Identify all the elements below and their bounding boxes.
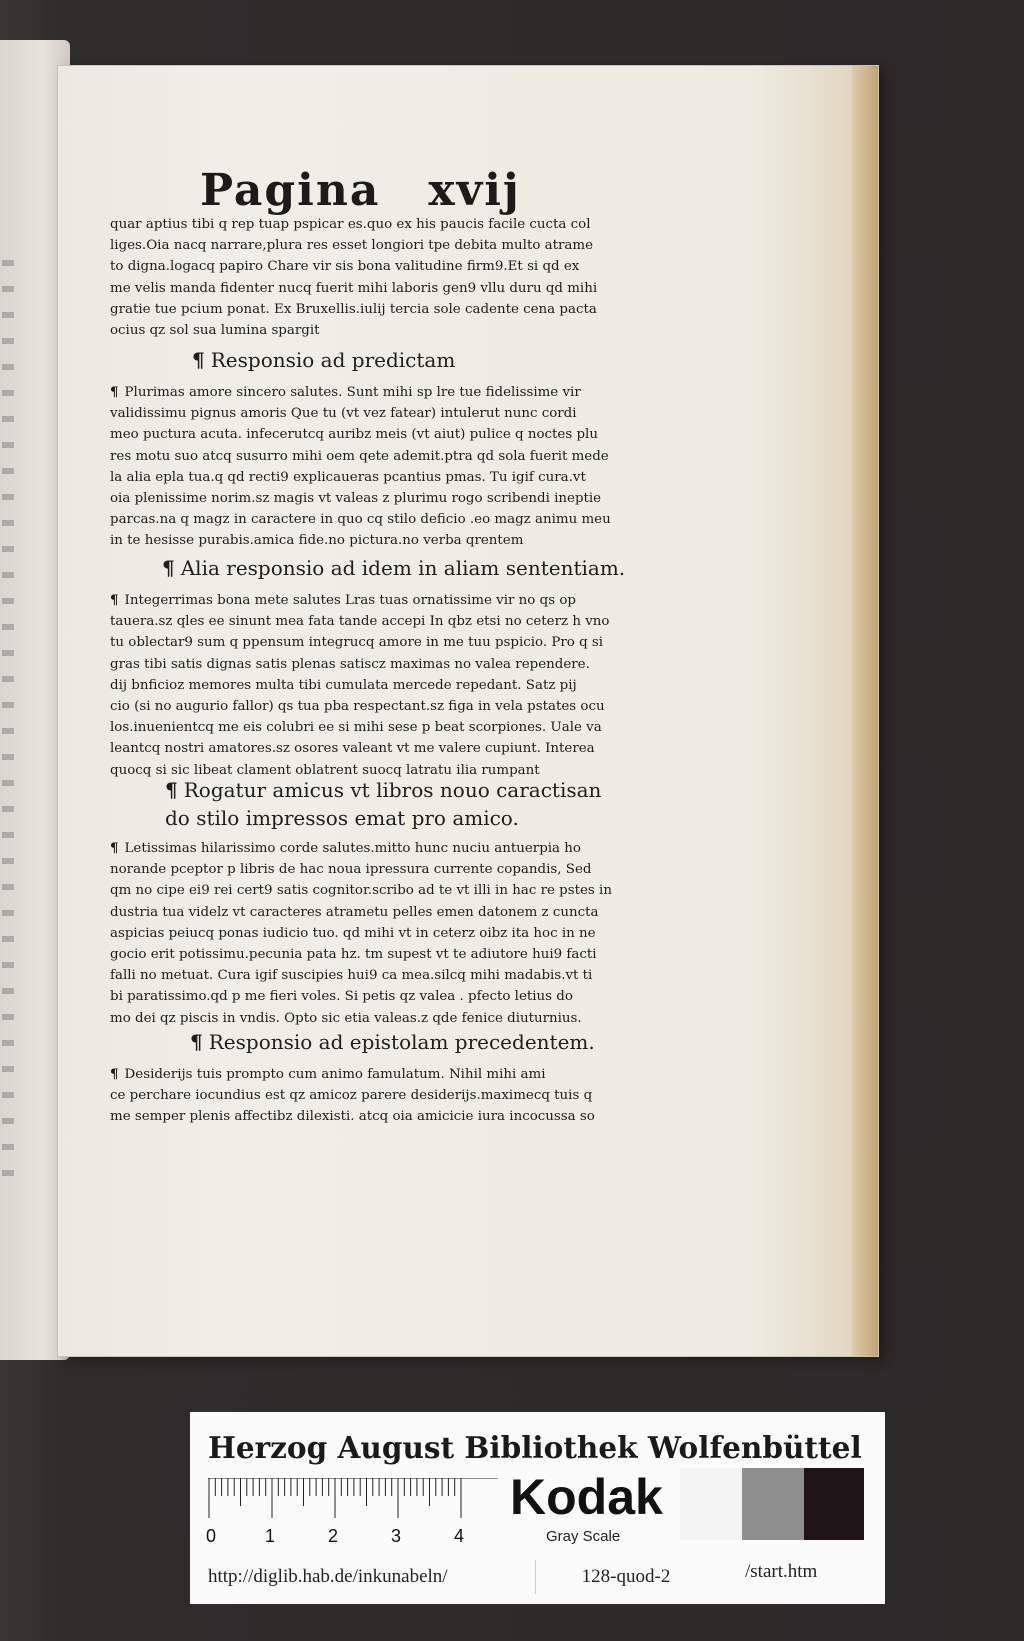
page-fore-edge — [852, 66, 878, 1356]
pilcrow-icon: ¶ — [110, 384, 119, 400]
text-line-content: Integerrimas bona mete salutes Lras tuas ornatissime vir no qs op — [124, 593, 576, 608]
text-line: la alia epla tua.q qd recti9 explicaueras pcantius pmas. Tu igif cura.vt — [110, 469, 586, 485]
calibration-target — [190, 1412, 885, 1604]
facing-page-text-fragments — [2, 260, 14, 1180]
continuation-paragraph — [110, 214, 670, 341]
text-line: to digna.logacq papiro Chare vir sis bona valitudine firm9.Et si qd ex — [110, 259, 580, 275]
text-line: dij bnficioz memores multa tibi cumulata mercede repedant. Satz pij — [110, 677, 577, 693]
text-line: bi paratissimo.qd p me fieri voles. Si petis qz valea . pfecto letius do — [110, 989, 573, 1005]
text-line: parcas.na q magz in caractere in quo cq stilo deficio .eo magz animu meu — [110, 512, 611, 528]
text-line: tauera.sz qles ee sinunt mea fata tande accepi In qbz etsi no ceterz h vno — [110, 614, 610, 630]
text-line: los.inuenientcq me eis colubri ee si mihi sese p beat scorpiones. Uale va — [110, 720, 602, 736]
alia-responsio-paragraph — [110, 590, 670, 781]
rogatur-paragraph — [110, 838, 670, 1029]
heading-text: Responsio ad predictam — [210, 348, 456, 372]
text-line: me semper plenis affectibz dilexisti. atcq oia amicicie iura incocussa so — [110, 1109, 595, 1125]
text-line: mo dei qz piscis in vndis. Opto sic etia valeas.z qde fenice diuturnius. — [110, 1010, 582, 1026]
ruler-number: 1 — [265, 1526, 276, 1546]
text-line: ce perchare iocundius est qz amicoz parere desiderijs.maximecq tuis q — [110, 1088, 593, 1104]
ruler-number: 0 — [206, 1526, 217, 1546]
ruler — [208, 1478, 498, 1550]
text-line — [110, 382, 670, 403]
text-line: dustria tua videlz vt caracteres atrametu pelles emen datonem z cuncta — [110, 904, 599, 920]
pilcrow-icon: ¶ — [110, 592, 119, 608]
ruler-number: 3 — [391, 1526, 402, 1546]
text-line: aspicias peiucq ponas iudicio tuo. qd mihi vt in ceterz oibz ita hoc in ne — [110, 925, 596, 941]
text-line: in te hesisse purabis.amica fide.no pictura.no verba qrentem — [110, 533, 524, 549]
text-line-content: Desiderijs tuis prompto cum animo famulatum. Nihil mihi ami — [124, 1067, 546, 1082]
call-number: 128-quod-2 — [535, 1560, 716, 1594]
text-line — [110, 1064, 670, 1085]
heading-text: Alia responsio ad idem in aliam sententiam. — [180, 556, 626, 580]
text-line: ocius qz sol sua lumina spargit — [110, 323, 320, 339]
pilcrow-icon: ¶ — [190, 1030, 203, 1054]
start-label: /start.htm — [745, 1561, 818, 1582]
library-name: Herzog August Bibliothek Wolfenbüttel — [208, 1430, 862, 1465]
text-line: me velis manda fidenter nucq fuerit mihi laboris gen9 vllu duru qd mihi — [110, 280, 598, 296]
responsio-paragraph — [110, 382, 670, 552]
pilcrow-icon: ¶ — [110, 1066, 119, 1082]
heading-line: do stilo impressos emat pro amico. — [165, 806, 519, 830]
section-heading — [190, 1030, 595, 1054]
swatch-white — [680, 1468, 742, 1540]
ruler-number: 4 — [454, 1526, 465, 1546]
text-line — [110, 838, 670, 859]
text-line-content: Plurimas amore sincero salutes. Sunt mihi sp lre tue fidelissime vir — [124, 385, 581, 400]
section-heading — [162, 556, 625, 580]
text-line: quar aptius tibi q rep tuap pspicar es.quo ex his paucis facile cucta col — [110, 217, 591, 232]
url-label: http://diglib.hab.de/inkunabeln/ — [208, 1566, 448, 1587]
text-line: validissimu pignus amoris Que tu (vt vez fatear) intulerut nunc cordi — [110, 406, 577, 422]
text-line: qm no cipe ei9 rei cert9 satis cognitor.scribo ad te vt illi in hac re pstes in — [110, 883, 612, 899]
pilcrow-icon: ¶ — [110, 840, 119, 856]
text-line: falli no metuat. Cura igif suscipies hui9 ca mea.silcq mihi madabis.vt ti — [110, 968, 593, 984]
page-header-folio: xvij — [428, 165, 521, 216]
pilcrow-icon: ¶ — [192, 348, 205, 372]
text-line: res motu suo atcq susurro mihi oem qete ademit.ptra qd sola fuerit mede — [110, 448, 609, 464]
section-heading — [165, 776, 601, 832]
ruler-ticks — [208, 1478, 498, 1526]
section-heading — [192, 348, 455, 372]
text-line: liges.Oia nacq narrare,plura res esset longiori tpe debita multo atrame — [110, 238, 594, 254]
gray-scale-label: Gray Scale — [546, 1528, 621, 1545]
kodak-logo: Kodak — [510, 1469, 663, 1525]
pilcrow-icon: ¶ — [162, 556, 175, 580]
text-line: meo puctura acuta. infecerutcq auribz meis (vt aiut) pulice q noctes plu — [110, 427, 598, 443]
page-header-title: Pagina — [200, 165, 381, 216]
text-line: tu oblectar9 sum q ppensum integrucq amore in me tuu pspicio. Pro q si — [110, 635, 604, 651]
text-line: oia plenissime norim.sz magis vt valeas z plurimu rogo scribendi ineptie — [110, 491, 602, 507]
text-line-content: Letissimas hilarissimo corde salutes.mitto hunc nuciu antuerpia ho — [124, 841, 581, 856]
responsio-2-paragraph — [110, 1064, 670, 1128]
heading-text: Responsio ad epistolam precedentem. — [208, 1030, 595, 1054]
swatch-black — [804, 1468, 864, 1540]
text-line: leantcq nostri amatores.sz osores valeant vt me valere cupiunt. Interea — [110, 741, 595, 757]
swatch-gray — [742, 1468, 804, 1540]
text-line: gocio erit potissimu.pecunia pata hz. tm supest vt te adiutore hui9 facti — [110, 947, 597, 963]
page-header — [200, 165, 521, 216]
ruler-number: 2 — [328, 1526, 339, 1546]
text-line: cio (si no augurio fallor) qs tua pba respectant.sz figa in vela pstates ocu — [110, 699, 605, 715]
pilcrow-icon: ¶ — [165, 778, 178, 802]
heading-line — [165, 776, 601, 804]
heading-text: Rogatur amicus vt libros nouo caractisan — [183, 778, 602, 802]
text-line: norande pceptor p libris de hac noua ipressura currente copandis, Sed — [110, 862, 592, 878]
text-line: gratie tue pcium ponat. Ex Bruxellis.iulij tercia sole cadente cena pacta — [110, 301, 597, 317]
text-line — [110, 590, 670, 611]
text-line: gras tibi satis dignas satis plenas satiscz maximas no valea rependere. — [110, 656, 590, 672]
text-line: quocq si sic libeat clament oblatrent suocq latratu ilia rumpant — [110, 762, 540, 778]
